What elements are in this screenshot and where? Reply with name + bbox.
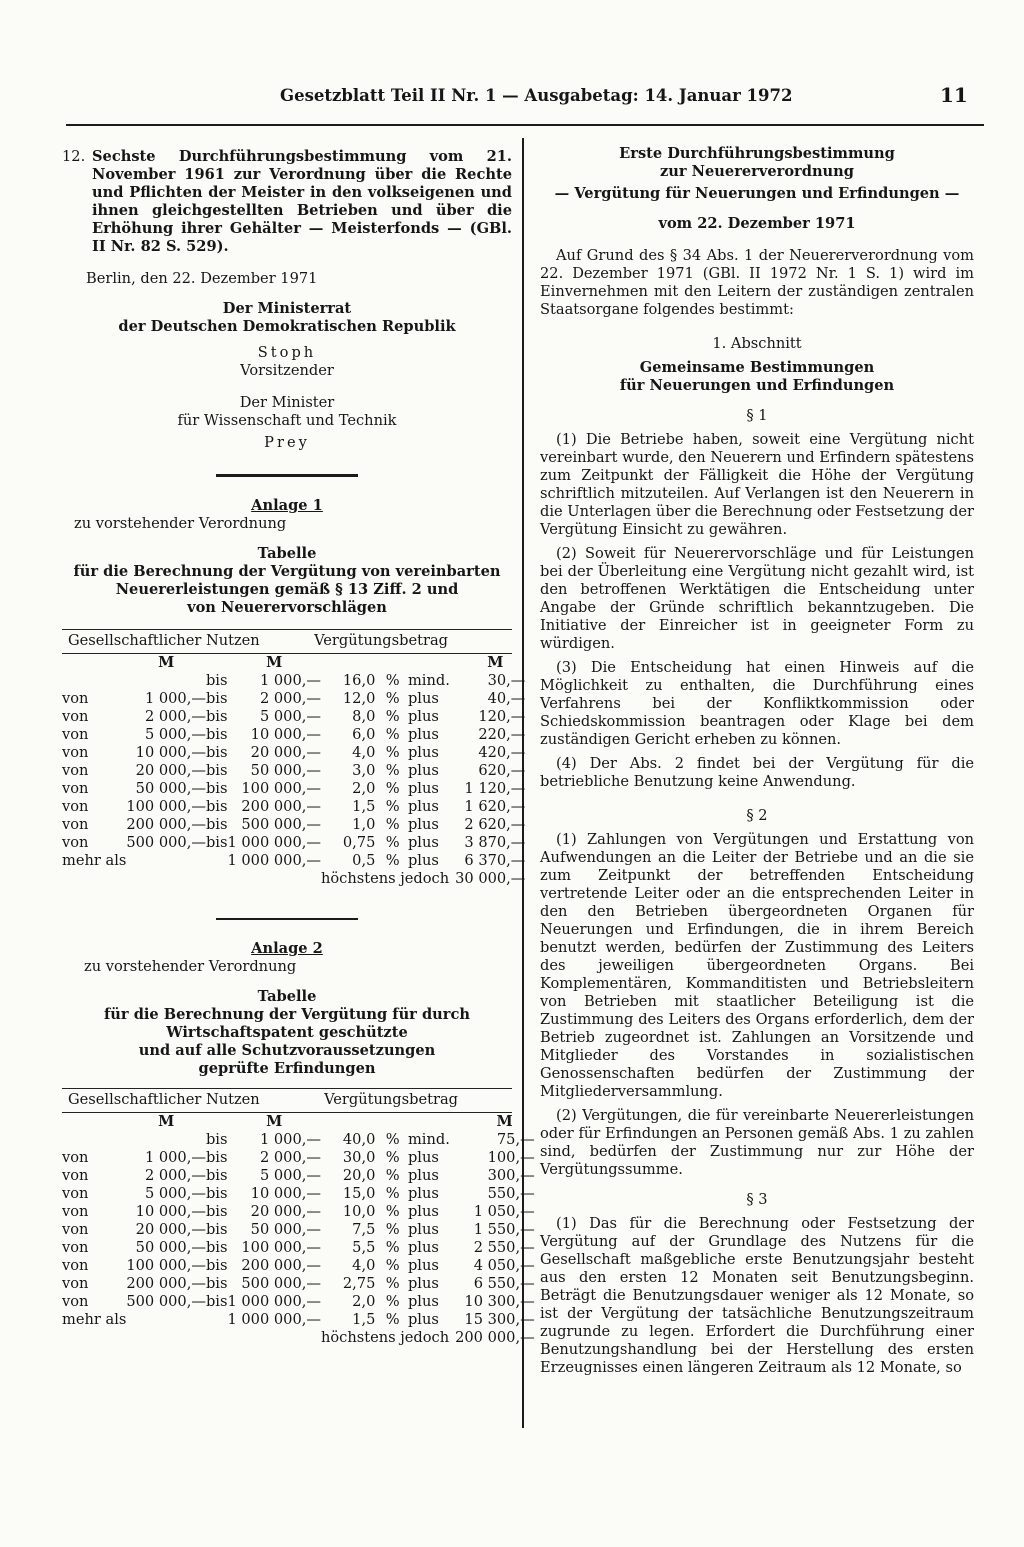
range-prefix: von: [62, 1149, 89, 1166]
range-from: 500 000,—: [126, 833, 206, 851]
range-prefix: von: [62, 797, 89, 815]
maximum-label: höchstens jedoch: [320, 869, 450, 887]
range-to: 10 000,—: [250, 725, 321, 743]
section-label: 1. Abschnitt: [712, 335, 802, 352]
range-to: 50 000,—: [250, 1221, 321, 1238]
percent-sign: %: [385, 743, 400, 761]
range-from: 50 000,—: [135, 1239, 206, 1256]
table-row: [62, 1131, 535, 1149]
rate-word: plus: [407, 1185, 439, 1202]
minister-line: für Wissenschaft und Technik: [177, 412, 397, 429]
table-heading: Tabelle: [257, 988, 317, 1005]
base-amount: 420,—: [478, 743, 526, 761]
range-bis: bis: [205, 1167, 228, 1184]
rate-word: mind.: [407, 671, 450, 689]
column-header-betrag: Vergütungsbetrag: [314, 631, 448, 649]
table-row: [62, 798, 525, 816]
column-header-betrag: Vergütungsbetrag: [324, 1091, 458, 1108]
appendix-subtitle: zu vorstehender Verordnung: [84, 958, 297, 975]
table-row-maximum: [62, 1329, 535, 1347]
range-to: 500 000,—: [241, 815, 321, 833]
range-prefix: von: [62, 1275, 89, 1292]
range-from: 2 000,—: [144, 707, 206, 725]
base-amount: 2 620,—: [464, 815, 526, 833]
base-amount: 300,—: [487, 1167, 535, 1184]
table-row: [62, 1311, 535, 1329]
range-prefix: [62, 672, 126, 690]
range-prefix: von: [62, 833, 89, 851]
rate-word: plus: [407, 1221, 439, 1238]
percent-value: 3,0: [352, 761, 376, 779]
paragraph-heading: § 2: [746, 807, 768, 824]
base-amount: 30,—: [487, 671, 526, 689]
table-row: [62, 1113, 535, 1131]
table-anlage-1: [62, 654, 525, 888]
range-bis: bis: [205, 761, 228, 779]
range-to: 5 000,—: [259, 707, 321, 725]
range-bis: bis: [205, 1293, 228, 1310]
range-to: 2 000,—: [259, 1149, 321, 1166]
table-row: [62, 1185, 535, 1203]
section-title: für Neuerungen und Erfindungen: [619, 377, 895, 394]
range-from: 5 000,—: [144, 725, 206, 743]
range-from: 50 000,—: [135, 779, 206, 797]
table-row: [62, 726, 525, 744]
range-bis: bis: [205, 689, 228, 707]
percent-value: 30,0: [342, 1149, 376, 1166]
decree-title: — Vergütung für Neuerungen und Erfindungen —: [554, 185, 960, 202]
range-from: [126, 1131, 206, 1149]
percent-sign: %: [385, 1257, 400, 1274]
percent-sign: %: [385, 707, 400, 725]
percent-sign: %: [385, 689, 400, 707]
percent-value: 1,0: [352, 815, 376, 833]
base-amount: 2 550,—: [473, 1239, 535, 1256]
table-heading: und auf alle Schutzvoraussetzungen: [138, 1042, 436, 1059]
range-from: 20 000,—: [135, 761, 206, 779]
maximum-amount: 200 000,—: [455, 1329, 535, 1346]
percent-value: 15,0: [342, 1185, 376, 1202]
range-from: 500 000,—: [126, 1293, 206, 1310]
range-bis: bis: [205, 1203, 228, 1220]
rate-word: mind.: [407, 1131, 450, 1148]
rate-word: plus: [407, 1311, 439, 1328]
percent-value: 2,0: [352, 1293, 376, 1310]
decree-title: Erste Durchführungsbestimmung: [619, 145, 895, 162]
range-from: [126, 852, 206, 870]
table-row: [62, 708, 525, 726]
base-amount: 1 620,—: [464, 797, 526, 815]
unit-label: M: [496, 1113, 513, 1130]
table-row: [62, 762, 525, 780]
base-amount: 1 120,—: [464, 779, 526, 797]
percent-value: 4,0: [352, 1257, 376, 1274]
range-prefix: von: [62, 1257, 89, 1274]
range-bis: bis: [205, 1185, 228, 1202]
rate-word: plus: [407, 779, 439, 797]
table-row: [62, 690, 525, 708]
rate-word: plus: [407, 1167, 439, 1184]
table-row: [62, 1167, 535, 1185]
rate-word: plus: [407, 1293, 439, 1310]
range-to: 5 000,—: [259, 1167, 321, 1184]
percent-sign: %: [385, 1311, 400, 1328]
range-from: 2 000,—: [144, 1167, 206, 1184]
range-prefix: von: [62, 815, 89, 833]
range-to: 20 000,—: [250, 743, 321, 761]
council-line: der Deutschen Demokratischen Republik: [118, 318, 456, 335]
table-row: [62, 1275, 535, 1293]
range-prefix: von: [62, 689, 89, 707]
paragraph-text: (1) Die Betriebe haben, soweit eine Vergütung nicht vereinbart wurde, den Neuerern und Erfindern spätestens zum Zeitpunkt der Fälligkeit die Höhe der Vergütung schriftlich mitzuteilen. Auf Verlangen ist den Neuerern in die Unterlagen über die Berechnung oder Festsetzung der Vergütung Einsicht zu gewähren.: [540, 431, 974, 538]
range-bis: bis: [205, 1221, 228, 1238]
table-heading: Wirtschaftspatent geschützte: [166, 1024, 408, 1041]
signatory-name: Prey: [264, 434, 310, 451]
percent-sign: %: [385, 1131, 400, 1148]
range-from: 100 000,—: [126, 797, 206, 815]
range-to: 1 000 000,—: [227, 833, 321, 851]
percent-value: 1,5: [352, 797, 376, 815]
range-bis: bis: [205, 707, 228, 725]
signatory-name: Stoph: [257, 344, 317, 361]
range-to: 2 000,—: [259, 689, 321, 707]
range-bis: [206, 852, 228, 870]
range-to: 20 000,—: [250, 1203, 321, 1220]
rate-word: plus: [407, 851, 439, 869]
place-date: Berlin, den 22. Dezember 1971: [86, 270, 318, 287]
table-heading: für die Berechnung der Vergütung von vereinbarten: [73, 562, 501, 580]
base-amount: 100,—: [487, 1149, 535, 1166]
table-row: [62, 672, 525, 690]
percent-value: 20,0: [342, 1167, 376, 1184]
range-to: 500 000,—: [241, 1275, 321, 1292]
percent-sign: %: [385, 1221, 400, 1238]
paragraph-heading: § 3: [746, 1191, 768, 1208]
item-text: Sechste Durchführungsbestimmung vom 21. November 1961 zur Verordnung über die Rechte und Pflichten der Meister in den volkseigenen und ihnen gleichgestellten Betrieben und über die Erhöhung ihrer Gehälter — Meisterfonds — (GBl. II Nr. 82 S. 529).: [92, 148, 512, 255]
table-row: [62, 1149, 535, 1167]
percent-sign: %: [385, 1203, 400, 1220]
range-prefix: von: [62, 1221, 89, 1238]
appendix-title: Anlage 1: [251, 496, 323, 514]
percent-value: 2,75: [342, 1275, 376, 1292]
range-to: 50 000,—: [250, 761, 321, 779]
percent-sign: %: [385, 761, 400, 779]
range-prefix: [62, 1131, 126, 1149]
range-prefix: von: [62, 779, 89, 797]
range-bis: bis: [205, 779, 228, 797]
range-prefix: mehr als: [62, 851, 127, 869]
column-header-nutzen: Gesellschaftlicher Nutzen: [68, 631, 260, 649]
base-amount: 4 050,—: [473, 1257, 535, 1274]
range-from: 5 000,—: [144, 1185, 206, 1202]
range-from: 1 000,—: [144, 689, 206, 707]
range-bis: bis: [205, 1131, 228, 1148]
rate-word: plus: [407, 815, 439, 833]
base-amount: 6 550,—: [473, 1275, 535, 1292]
range-bis: bis: [205, 815, 228, 833]
range-to: 100 000,—: [241, 1239, 321, 1256]
range-prefix: von: [62, 761, 89, 779]
base-amount: 1 550,—: [473, 1221, 535, 1238]
appendix-subtitle: zu vorstehender Verordnung: [74, 514, 287, 532]
base-amount: 3 870,—: [464, 833, 526, 851]
range-bis: bis: [205, 1239, 228, 1256]
divider: [216, 474, 358, 477]
appendix-title: Anlage 2: [251, 940, 323, 957]
percent-value: 2,0: [352, 779, 376, 797]
percent-sign: %: [385, 815, 400, 833]
range-from: 200 000,—: [126, 1275, 206, 1292]
rate-word: plus: [407, 833, 439, 851]
range-from: 10 000,—: [135, 1203, 206, 1220]
percent-sign: %: [385, 833, 400, 851]
paragraph-text: (1) Das für die Berechnung oder Festsetzung der Vergütung auf der Grundlage des Nutzens für die Gesellschaft maßgebliche erste Benutzungsjahr besteht aus den ersten 12 Monaten seit Benutzungsbeginn. Beträgt die Benutzungsdauer weniger als 12 Monate, so ist der Vergütung der tatsächliche Benutzungszeitraum zugrunde zu legen. Erfordert die Durchführung einer Benutzungshandlung bei der Herstellung des ersten Erzeugnisses einen längeren Zeitraum als 12 Monate, so: [540, 1215, 974, 1376]
table-row: [62, 1257, 535, 1275]
paragraph-text: (2) Soweit für Neuerervorschläge und für Leistungen bei der Überleitung eine Vergütung nicht gezahlt wird, ist den betroffenen Werktätigen die Entscheidung unter Angabe der Gründe schriftlich bekanntzugeben. Die Initiative der Einreicher ist in geeigneter Form zu würdigen.: [540, 545, 974, 652]
range-prefix: von: [62, 725, 89, 743]
base-amount: 10 300,—: [464, 1293, 535, 1310]
percent-value: 0,75: [342, 833, 376, 851]
table-header: [62, 1088, 512, 1113]
table-row: [62, 834, 525, 852]
range-to: 1 000 000,—: [227, 851, 321, 869]
base-amount: 15 300,—: [464, 1311, 535, 1328]
council-line: Der Ministerrat: [222, 300, 352, 317]
percent-value: 12,0: [342, 689, 376, 707]
base-amount: 40,—: [487, 689, 526, 707]
range-from: [126, 1311, 206, 1329]
base-amount: 550,—: [487, 1185, 535, 1202]
left-column: [62, 148, 535, 1347]
rate-word: plus: [407, 725, 439, 743]
range-prefix: von: [62, 743, 89, 761]
paragraph-heading: § 1: [746, 407, 768, 424]
base-amount: 220,—: [478, 725, 526, 743]
table-header: [62, 629, 512, 654]
range-prefix: von: [62, 1203, 89, 1220]
range-to: 10 000,—: [250, 1185, 321, 1202]
range-prefix: von: [62, 707, 89, 725]
table-heading: Tabelle: [257, 544, 317, 562]
range-prefix: mehr als: [62, 1311, 127, 1328]
range-prefix: von: [62, 1293, 89, 1310]
table-anlage-2: [62, 1113, 535, 1347]
range-bis: bis: [205, 797, 228, 815]
minister-line: Der Minister: [239, 394, 335, 411]
percent-value: 8,0: [352, 707, 376, 725]
range-bis: bis: [205, 1257, 228, 1274]
signatory-title: Vorsitzender: [240, 362, 334, 379]
table-row: [62, 780, 525, 798]
unit-label: M: [158, 653, 175, 671]
base-amount: 6 370,—: [464, 851, 526, 869]
list-item: [62, 148, 512, 256]
unit-label: M: [158, 1113, 175, 1130]
rate-word: plus: [407, 1257, 439, 1274]
base-amount: 1 050,—: [473, 1203, 535, 1220]
range-bis: bis: [205, 1275, 228, 1292]
range-to: 1 000 000,—: [227, 1293, 321, 1310]
percent-sign: %: [385, 1167, 400, 1184]
rate-word: plus: [407, 761, 439, 779]
range-prefix: von: [62, 1185, 89, 1202]
range-from: 200 000,—: [126, 815, 206, 833]
range-to: 1 000,—: [259, 671, 321, 689]
table-row: [62, 1293, 535, 1311]
page-number: 11: [940, 83, 968, 107]
range-to: 200 000,—: [241, 1257, 321, 1274]
percent-value: 40,0: [342, 1131, 376, 1148]
preamble: Auf Grund des § 34 Abs. 1 der Neuererverordnung vom 22. Dezember 1971 (GBl. II 1972 Nr. 1 S. 1) wird im Einvernehmen mit den Leitern der zuständigen zentralen Staatsorgane folgendes bestimmt:: [540, 247, 974, 318]
paragraph-text: (3) Die Entscheidung hat einen Hinweis auf die Möglichkeit zu enthalten, die Durchführung eines Verfahrens bei der Konfliktkommission oder Schiedskommission beantragen oder Klage bei dem zuständigen Gericht erheben zu können.: [540, 659, 974, 748]
table-heading: von Neuerervorschlägen: [187, 598, 387, 616]
decree-title: zur Neuererverordnung: [660, 163, 854, 180]
percent-sign: %: [385, 1293, 400, 1310]
item-number: 12.: [62, 148, 86, 165]
percent-sign: %: [385, 1149, 400, 1166]
range-bis: bis: [205, 833, 228, 851]
page-header-title: Gesetzblatt Teil II Nr. 1 — Ausgabetag: 14. Januar 1972: [280, 86, 793, 105]
percent-value: 10,0: [342, 1203, 376, 1220]
range-to: 1 000,—: [259, 1131, 321, 1148]
right-column: [540, 145, 974, 1377]
range-to: 1 000 000,—: [227, 1311, 321, 1328]
range-from: 1 000,—: [144, 1149, 206, 1166]
table-row: [62, 1221, 535, 1239]
percent-value: 4,0: [352, 743, 376, 761]
unit-label: M: [487, 653, 504, 671]
paragraph-text: (2) Vergütungen, die für vereinbarte Neuererleistungen oder für Erfindungen an Personen gemäß Abs. 1 zu zahlen sind, bedürfen der Zustimmung nur zur Höhe der Vergütungssumme.: [540, 1107, 974, 1178]
range-bis: bis: [205, 671, 228, 689]
divider: [216, 918, 358, 921]
maximum-amount: 30 000,—: [455, 869, 526, 887]
table-row: [62, 654, 525, 672]
range-bis: bis: [205, 743, 228, 761]
range-bis: bis: [205, 1149, 228, 1166]
header-rule: [66, 124, 984, 126]
table-row-maximum: [62, 870, 525, 888]
range-bis: bis: [205, 725, 228, 743]
table-heading: Neuererleistungen gemäß § 13 Ziff. 2 und: [115, 580, 459, 598]
percent-value: 7,5: [352, 1221, 376, 1238]
percent-sign: %: [385, 779, 400, 797]
column-header-nutzen: Gesellschaftlicher Nutzen: [68, 1091, 260, 1108]
percent-value: 0,5: [352, 851, 376, 869]
unit-label: M: [266, 653, 283, 671]
percent-value: 1,5: [352, 1311, 376, 1328]
table-row: [62, 816, 525, 834]
rate-word: plus: [407, 689, 439, 707]
range-prefix: von: [62, 1167, 89, 1184]
maximum-label: höchstens jedoch: [320, 1329, 450, 1346]
percent-value: 6,0: [352, 725, 376, 743]
table-row: [62, 1203, 535, 1221]
range-to: 200 000,—: [241, 797, 321, 815]
range-prefix: von: [62, 1239, 89, 1256]
table-row: [62, 852, 525, 870]
rate-word: plus: [407, 1149, 439, 1166]
section-title: Gemeinsame Bestimmungen: [639, 359, 875, 376]
range-to: 100 000,—: [241, 779, 321, 797]
paragraph-text: (1) Zahlungen von Vergütungen und Erstattung von Aufwendungen an die Leiter der Betriebe und an die sie zum Zeitpunkt der betreffenden Entscheidung vertretende Leiter oder an die entsprechenden Leiter in den den Betrieben übergeordneten Organen für Neuerungen und Erfindungen, die in ihrem Bereich benutzt werden, bedürfen der Zustimmung des Leiters des jeweiligen übergeordneten Organs. Bei Komplementären, Kommanditisten und Betriebsleitern von Betrieben mit staatlicher Beteiligung ist die Zustimmung des Leiters des Organs erforderlich, dem der Betrieb zugeordnet ist. Zahlungen an Vorsitzende und Mitglieder des Vorstandes in sozialistischen Genossenschaften bedürfen der Zustimmung der Mitgliederversammlung.: [540, 831, 974, 1100]
table-row: [62, 1239, 535, 1257]
percent-sign: %: [385, 797, 400, 815]
rate-word: plus: [407, 1203, 439, 1220]
range-from: [126, 672, 206, 690]
base-amount: 620,—: [478, 761, 526, 779]
percent-sign: %: [385, 851, 400, 869]
rate-word: plus: [407, 707, 439, 725]
percent-sign: %: [385, 1275, 400, 1292]
percent-sign: %: [385, 671, 400, 689]
unit-label: M: [266, 1113, 283, 1130]
decree-date: vom 22. Dezember 1971: [658, 215, 856, 232]
percent-value: 16,0: [342, 671, 376, 689]
percent-sign: %: [385, 1239, 400, 1256]
range-from: 10 000,—: [135, 743, 206, 761]
percent-sign: %: [385, 1185, 400, 1202]
rate-word: plus: [407, 743, 439, 761]
range-from: 20 000,—: [135, 1221, 206, 1238]
table-row: [62, 744, 525, 762]
table-heading: geprüfte Erfindungen: [198, 1060, 376, 1077]
range-bis: [206, 1311, 228, 1329]
rate-word: plus: [407, 797, 439, 815]
rate-word: plus: [407, 1275, 439, 1292]
percent-sign: %: [385, 725, 400, 743]
table-heading: für die Berechnung der Vergütung für durch: [104, 1006, 470, 1023]
base-amount: 120,—: [478, 707, 526, 725]
percent-value: 5,5: [352, 1239, 376, 1256]
paragraph-text: (4) Der Abs. 2 findet bei der Vergütung für die betriebliche Benutzung keine Anwendung.: [540, 755, 974, 790]
rate-word: plus: [407, 1239, 439, 1256]
range-from: 100 000,—: [126, 1257, 206, 1274]
base-amount: 75,—: [496, 1131, 535, 1148]
